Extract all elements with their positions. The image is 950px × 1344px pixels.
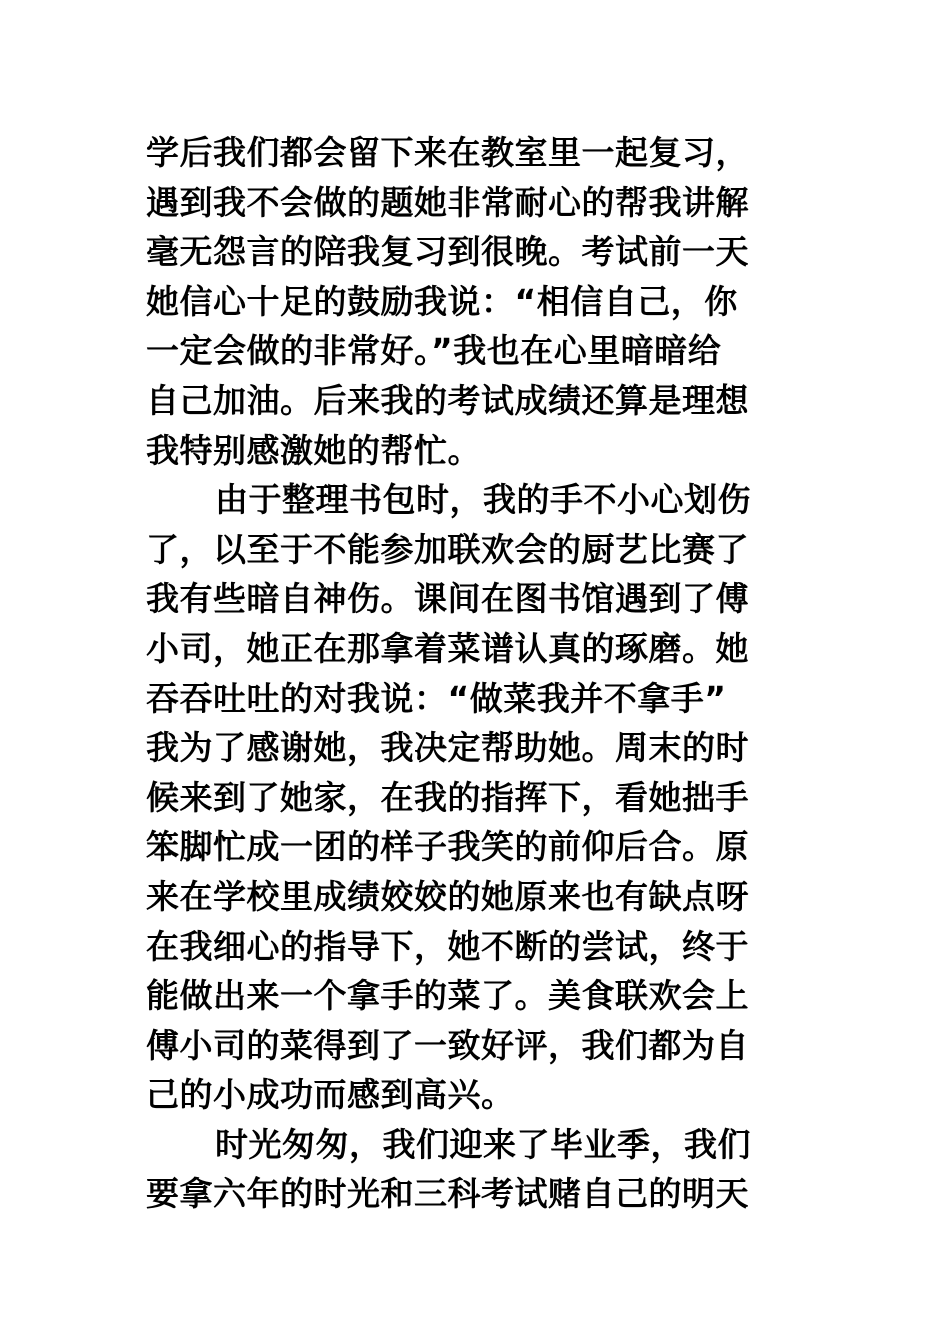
- text-line: 时光匆匆，我们迎来了毕业季，我们: [215, 1124, 751, 1164]
- text-line: 由于整理书包时，我的手不小心划伤: [215, 480, 751, 520]
- text-line: 我有些暗自神伤。课间在图书馆遇到了傅: [146, 579, 749, 619]
- text-line: 小司，她正在那拿着菜谱认真的琢磨。她: [146, 628, 749, 668]
- text-line: 笨脚忙成一团的样子我笑的前仰后合。原: [146, 827, 749, 867]
- text-line: 她信心十足的鼓励我说：“相信自己，你: [146, 281, 738, 321]
- text-line: 遇到我不会做的题她非常耐心的帮我讲解: [146, 182, 749, 222]
- document-body: [146, 128, 808, 1219]
- text-line: 要拿六年的时光和三科考试赌自己的明天: [146, 1174, 749, 1214]
- text-line: 能做出来一个拿手的菜了。美食联欢会上: [146, 976, 749, 1016]
- text-line: 一定会做的非常好。”我也在心里暗暗给: [146, 331, 722, 371]
- text-line: 在我细心的指导下，她不断的尝试，终于: [146, 926, 749, 966]
- text-line: 己的小成功而感到高兴。: [146, 1075, 515, 1115]
- text-line: 了，以至于不能参加联欢会的厨艺比赛了: [146, 529, 749, 569]
- text-line: 我为了感谢她，我决定帮助她。周末的时: [146, 728, 749, 768]
- text-line: 学后我们都会留下来在教室里一起复习，: [146, 133, 749, 172]
- text-line: 候来到了她家，在我的指挥下，看她拙手: [146, 777, 749, 817]
- text-line: 毫无怨言的陪我复习到很晚。考试前一天: [146, 232, 749, 272]
- text-line: 我特别感激她的帮忙。: [146, 430, 481, 470]
- text-line: 傅小司的菜得到了一致好评，我们都为自: [146, 1025, 749, 1065]
- text-line: 自己加油。后来我的考试成绩还算是理想: [146, 380, 749, 420]
- text-line: 来在学校里成绩姣姣的她原来也有缺点呀: [146, 876, 749, 916]
- text-line: 吞吞吐吐的对我说：“做菜我并不拿手”: [146, 678, 727, 718]
